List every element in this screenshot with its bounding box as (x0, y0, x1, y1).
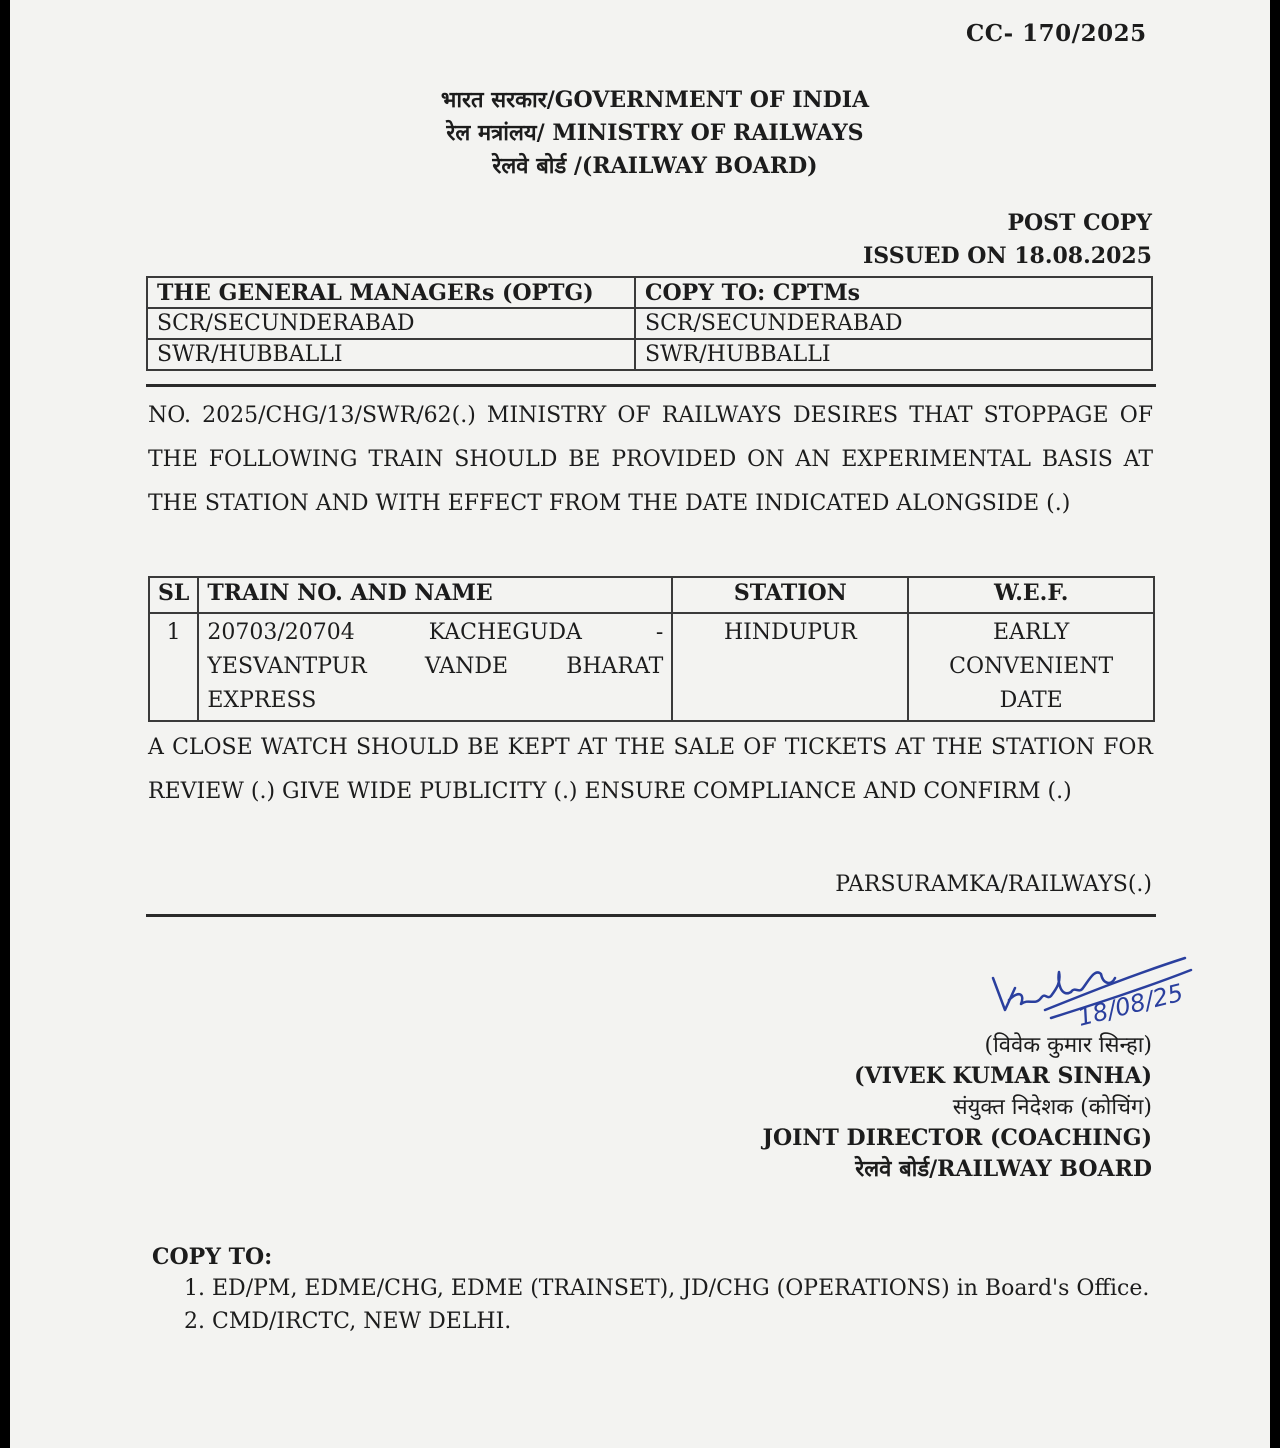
message-paragraph-1: NO. 2025/CHG/13/SWR/62(.) MINISTRY OF RAILWAYS DESIRES THAT STOPPAGE OF THE FOLLOWING TRAIN SHOULD BE PROVIDED ON AN EXPERIMENTAL BASIS AT THE STATION AND WITH EFFECT FROM THE DATE INDICATED ALONGSIDE (.) (148, 403, 1153, 516)
signature-date: 18/08/25 (1074, 978, 1187, 1032)
post-copy-label: POST COPY (1007, 210, 1152, 236)
addressee-table (146, 276, 1153, 371)
addressee-col2-header: COPY TO: CPTMs (635, 277, 1152, 308)
copy-to-label: COPY TO: (152, 1244, 273, 1270)
col-header-station: STATION (672, 577, 908, 613)
addressee-cell: SCR/SECUNDERABAD (147, 308, 635, 339)
addressee-cell: SWR/HUBBALLI (635, 339, 1152, 370)
reference-number: CC- 170/2025 (966, 20, 1147, 47)
list-item: 2. CMD/IRCTC, NEW DELHI. (212, 1305, 1149, 1338)
divider-bottom (146, 914, 1156, 917)
message-paragraph-2: A CLOSE WATCH SHOULD BE KEPT AT THE SALE OF TICKETS AT THE STATION FOR REVIEW (.) GIVE WIDE PUBLICITY (.) ENSURE COMPLIANCE AND CONFIRM (.) (148, 735, 1153, 804)
train-table (148, 576, 1155, 722)
cell-sl: 1 (149, 613, 198, 721)
copy-to-list (152, 1272, 1149, 1338)
closing-line: PARSURAMKA/RAILWAYS(.) (835, 872, 1152, 897)
cell-station: HINDUPUR (672, 613, 908, 721)
divider-top (146, 384, 1156, 387)
addressee-cell: SWR/HUBBALLI (147, 339, 635, 370)
signatory-designation: JOINT DIRECTOR (COACHING) (762, 1125, 1152, 1151)
col-header-train: TRAIN NO. AND NAME (198, 577, 672, 613)
signatory-block (763, 1030, 1152, 1185)
document-page (10, 0, 1270, 1448)
addressee-col1-header: THE GENERAL MANAGERs (OPTG) (147, 277, 635, 308)
signatory-name: (VIVEK KUMAR SINHA) (854, 1063, 1152, 1089)
copy-to-section (152, 1244, 1149, 1338)
signatory-name-hindi: (विवेक कुमार सिन्हा) (984, 1033, 1152, 1058)
addressee-cell: SCR/SECUNDERABAD (635, 308, 1152, 339)
col-header-wef: W.E.F. (908, 577, 1154, 613)
addressee-row (147, 308, 1152, 339)
signatory-designation-hindi: संयुक्त निदेशक (कोचिंग) (952, 1095, 1152, 1120)
addressee-row (147, 339, 1152, 370)
ministry-heading: रेल मत्रांलय/ MINISTRY OF RAILWAYS (446, 120, 864, 146)
govt-heading: भारत सरकार/GOVERNMENT OF INDIA (440, 87, 870, 113)
cell-train: 20703/20704 KACHEGUDA - YESVANTPUR VANDE BHARAT EXPRESS (198, 613, 672, 721)
issued-date: ISSUED ON 18.08.2025 (863, 243, 1152, 269)
train-table-header-row (149, 577, 1154, 613)
board-heading: रेलवे बोर्ड /(RAILWAY BOARD) (492, 153, 818, 179)
signatory-office: रेलवे बोर्ड/RAILWAY BOARD (855, 1156, 1152, 1182)
list-item: 1. ED/PM, EDME/CHG, EDME (TRAINSET), JD/CHG (OPERATIONS) in Board's Office. (212, 1272, 1149, 1305)
addressee-header-row (147, 277, 1152, 308)
table-row (149, 613, 1154, 721)
signature-graphic (985, 948, 1205, 1034)
cell-wef: EARLY CONVENIENT DATE (908, 613, 1154, 721)
col-header-sl: SL (149, 577, 198, 613)
